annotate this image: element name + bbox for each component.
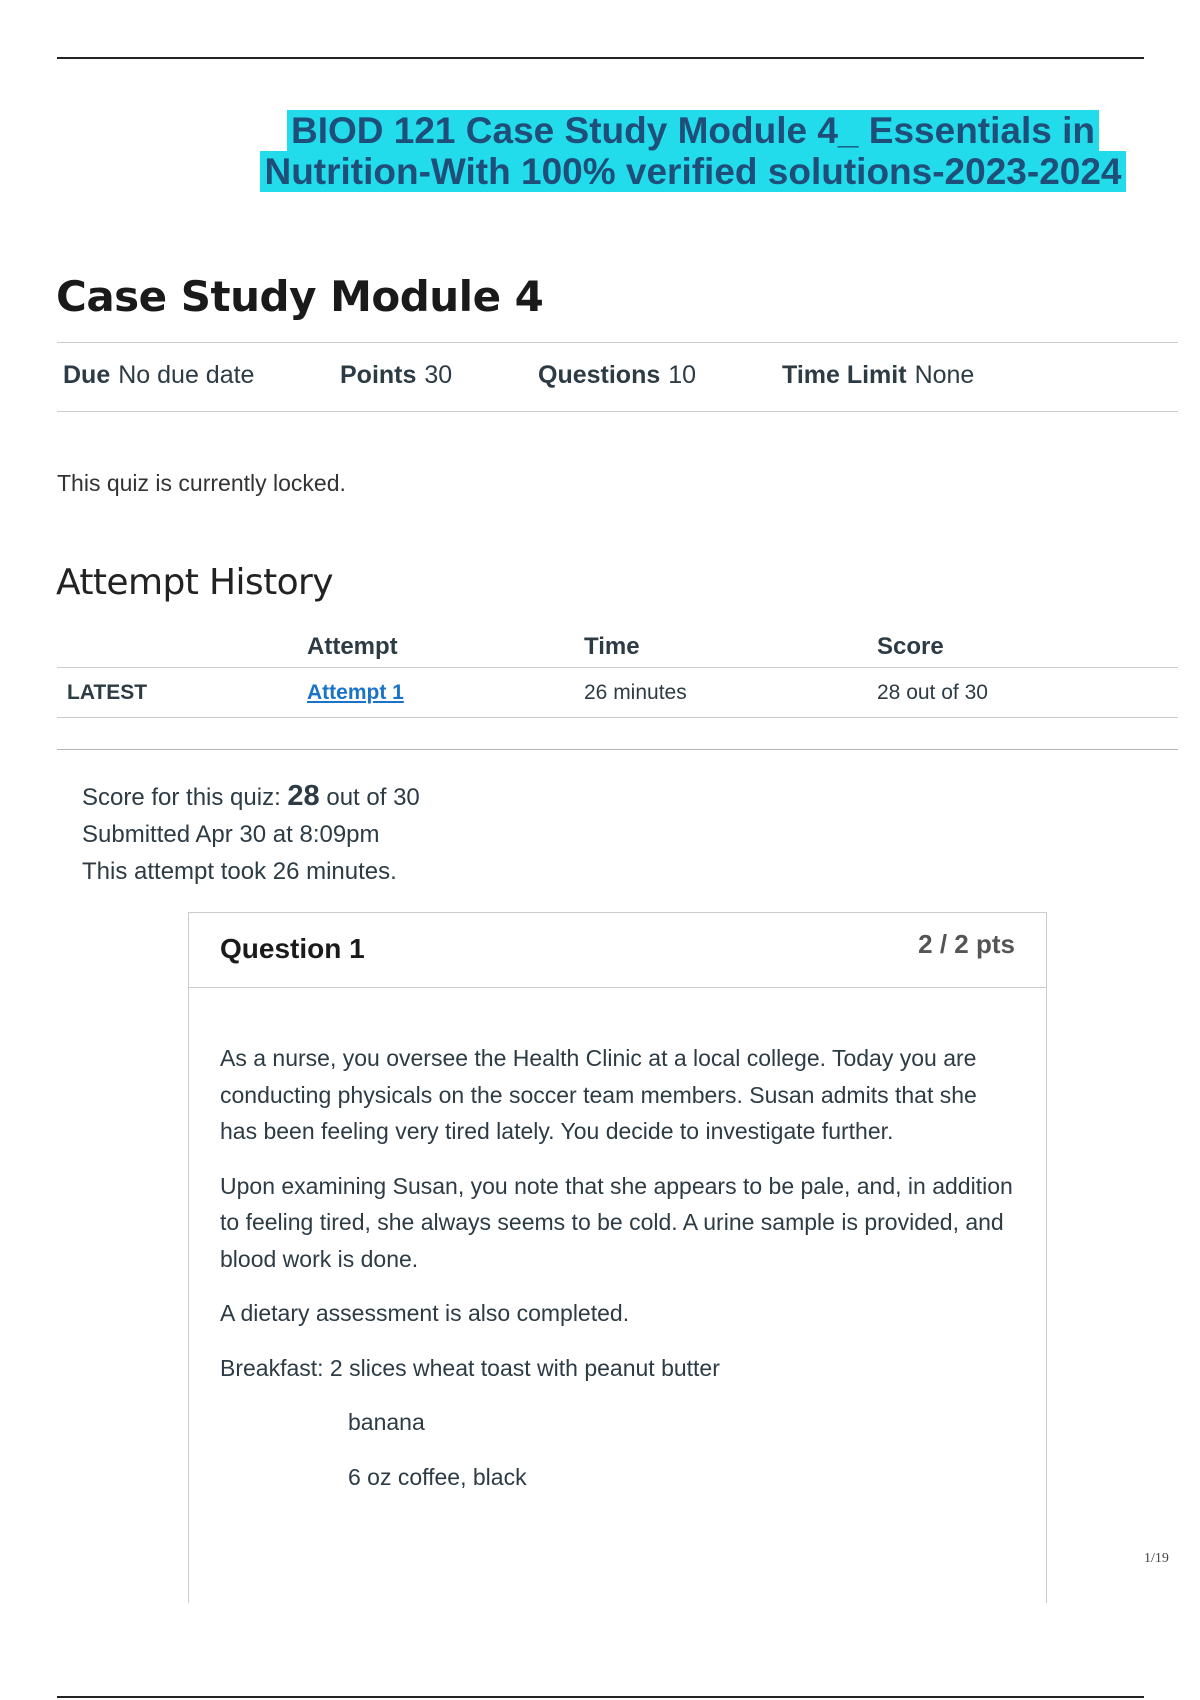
question-header xyxy=(189,913,1046,988)
column-header-attempt: Attempt xyxy=(307,633,398,660)
table-row xyxy=(57,668,1178,718)
duration-line: This attempt took 26 minutes. xyxy=(82,858,397,885)
score-value: 28 xyxy=(287,780,320,812)
attempt-history-heading: Attempt History xyxy=(56,562,333,603)
table-header xyxy=(57,625,1178,668)
document-title-line-2: Nutrition-With 100% verified solutions-2023-2024 xyxy=(260,151,1125,192)
time-limit-value: None xyxy=(914,361,975,389)
questions-info xyxy=(538,361,696,390)
time-limit-label: Time Limit xyxy=(782,361,907,389)
quiz-meta-bar xyxy=(57,342,1178,412)
points-value: 30 xyxy=(424,361,453,389)
question-points: 2 / 2 pts xyxy=(918,929,1015,959)
question-paragraph: Upon examining Susan, you note that she appears to be pale, and, in addition to feeling tired, she always seems to be cold. A urine sample is provided, and blood work is done. xyxy=(220,1172,1013,1272)
section-divider xyxy=(57,749,1178,750)
due-label: Due xyxy=(63,361,111,389)
score-prefix: Score for this quiz: xyxy=(82,784,281,811)
question-paragraph: Breakfast: 2 slices wheat toast with peanut butter xyxy=(220,1354,720,1381)
diet-item: 6 oz coffee, black xyxy=(348,1463,527,1490)
document-title-line-1: BIOD 121 Case Study Module 4_ Essentials in xyxy=(287,110,1099,151)
document-title xyxy=(258,110,1128,192)
score-suffix: out of 30 xyxy=(326,784,420,811)
question-paragraph: A dietary assessment is also completed. xyxy=(220,1300,630,1326)
bottom-rule xyxy=(57,1696,1144,1698)
points-label: Points xyxy=(340,361,417,389)
time-limit-info xyxy=(782,361,974,390)
submitted-line: Submitted Apr 30 at 8:09pm xyxy=(82,821,380,848)
attempt-history-table xyxy=(57,625,1178,718)
attempt-1-link[interactable]: Attempt 1 xyxy=(307,681,404,704)
latest-label: LATEST xyxy=(67,681,148,704)
question-paragraph: As a nurse, you oversee the Health Clinic at a local college. Today you are conducting physicals on the soccer team members. Susan admits that she has been feeling very tired lately. You decide to investigate further. xyxy=(220,1045,977,1144)
column-header-time: Time xyxy=(584,633,640,660)
question-body xyxy=(189,988,1046,1495)
due-info xyxy=(63,361,254,390)
quiz-summary xyxy=(82,778,420,890)
score-line xyxy=(82,778,420,816)
questions-label: Questions xyxy=(538,361,661,389)
attempt-time: 26 minutes xyxy=(584,681,687,704)
column-header-score: Score xyxy=(877,633,944,660)
question-card xyxy=(188,912,1047,1603)
points-info xyxy=(340,361,452,390)
page-title: Case Study Module 4 xyxy=(56,272,544,321)
page-number: 1/19 xyxy=(1144,1551,1169,1566)
locked-message: This quiz is currently locked. xyxy=(57,470,346,496)
top-rule xyxy=(57,57,1144,59)
due-value: No due date xyxy=(118,361,255,389)
attempt-score: 28 out of 30 xyxy=(877,681,988,704)
question-title: Question 1 xyxy=(220,933,365,964)
questions-value: 10 xyxy=(668,361,697,389)
diet-item: banana xyxy=(348,1409,425,1435)
